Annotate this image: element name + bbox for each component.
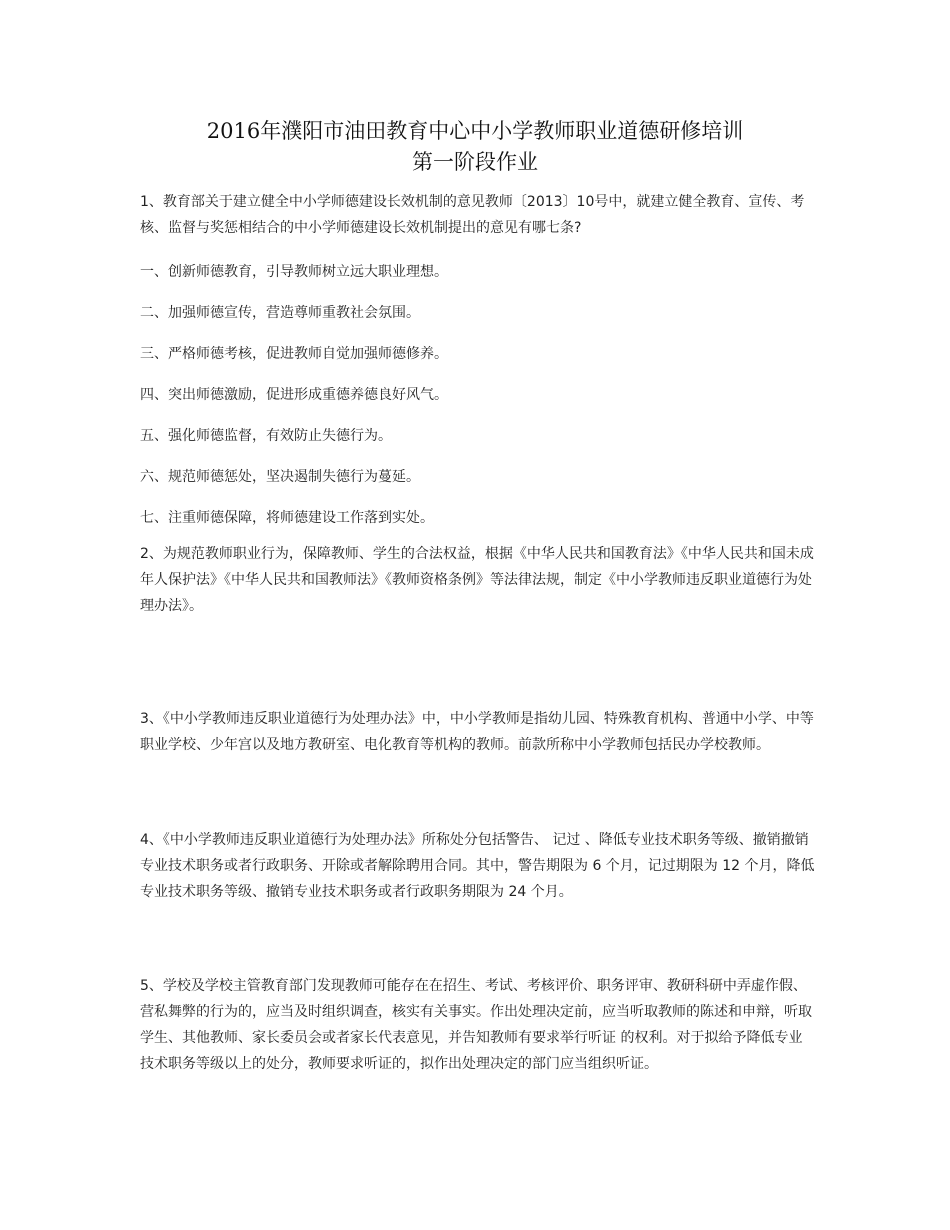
document-title: 2016年濮阳市油田教育中心中小学教师职业道德研修培训 (206, 119, 744, 143)
document-subtitle: 第一阶段作业 (412, 150, 538, 174)
list-item: 七、注重师德保障，将师德建设工作落到实处。 (140, 510, 434, 526)
list-item: 四、突出师德激励，促进形成重德养德良好风气。 (140, 387, 448, 403)
list-item: 五、强化师德监督，有效防止失德行为。 (140, 428, 392, 444)
list-item: 六、规范师德惩处，坚决遏制失德行为蔓延。 (140, 469, 420, 485)
question-3: 3、《中小学教师违反职业道德行为处理办法》中，中小学教师是指幼儿园、特殊教育机构、普通中小学、中等职业学校、少年宫以及地方教研室、电化教育等机构的教师。前款所称中小学教师包括民办学校教师。 (140, 711, 814, 753)
question-4: 4、《中小学教师违反职业道德行为处理办法》所称处分包括警告、 记过 、降低专业技术职务等级、撤销撤销专业技术职务或者行政职务、开除或者解除聘用合同。其中，警告期限为 6 个月，记过期限为 12 个月，降低专业技术职务等级、撤销专业技术职务或者行政职务期限为 24 个月。 (140, 832, 815, 900)
question-2: 2、为规范教师职业行为，保障教师、学生的合法权益，根据《中华人民共和国教育法》《中华人民共和国未成年人保护法》《中华人民共和国教师法》《教师资格条例》等法律法规，制定《中小学教师违反职业道德行为处理办法》。 (140, 546, 814, 614)
question-5: 5、学校及学校主管教育部门发现教师可能存在在招生、考试、考核评价、职务评审、教研科研中弄虚作假、营私舞弊的行为的，应当及时组织调查，核实有关事实。作出处理决定前，应当听取教师的陈述和申辩，听取学生、其他教师、家长委员会或者家长代表意见，并告知教师有要求举行听证 的权利。对于拟给予降低专业技术职务等级以上的处分，教师要求听证的，拟作出处理决定的部门应当组织听证。 (140, 978, 812, 1072)
question-1: 1、教育部关于建立健全中小学师德建设长效机制的意见教师〔2013〕10号中，就建立健全教育、宣传、考核、监督与奖惩相结合的中小学师德建设长效机制提出的意见有哪七条? (140, 194, 805, 236)
list-item: 二、加强师德宣传，营造尊师重教社会氛围。 (140, 305, 420, 321)
list-item: 三、严格师德考核，促进教师自觉加强师德修养。 (140, 346, 448, 362)
list-item: 一、创新师德教育，引导教师树立远大职业理想。 (140, 264, 448, 280)
